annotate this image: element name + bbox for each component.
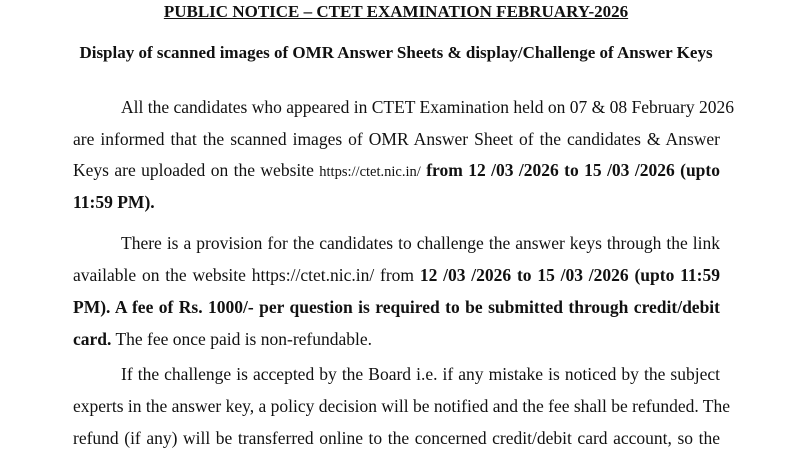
paragraph-2-line [73, 297, 720, 318]
text-segment: All the candidates who appeared in CTET Examination held on 07 & 08 February 2026 [121, 97, 735, 117]
paragraph-3-line [121, 364, 720, 385]
paragraph-2-line [73, 329, 720, 350]
text-segment: refund (if any) will be transferred online to the concerned credit/debit card account, so the [73, 428, 720, 448]
text-segment: are informed that the scanned images of OMR Answer Sheet of the candidates & Answer [73, 129, 720, 149]
text-segment: If the challenge is accepted by the Board i.e. if any mistake is noticed by the subject [121, 364, 720, 384]
text-segment: available on the website https://ctet.nic.in/ from [73, 265, 420, 285]
paragraph-2-line [121, 233, 720, 254]
notice-title: PUBLIC NOTICE – CTET EXAMINATION FEBRUARY-2026 [163, 2, 629, 21]
text-segment: from 12 /03 /2026 to 15 /03 /2026 (upto [420, 160, 720, 180]
notice-subtitle: Display of scanned images of OMR Answer Sheets & display/Challenge of Answer Keys [79, 43, 713, 62]
paragraph-1-line [121, 97, 735, 118]
paragraph-1-line [73, 160, 720, 181]
text-segment: 12 /03 /2026 to 15 /03 /2026 (upto 11:59 [419, 265, 720, 285]
paragraph-1-line [73, 129, 720, 150]
paragraph-1-line [73, 192, 720, 213]
website-link[interactable]: https://ctet.nic.in/ [319, 164, 421, 180]
text-segment: PM). A fee of Rs. 1000/- per question is required to be submitted through credit/debit [73, 297, 720, 317]
text-segment: card. [73, 329, 112, 349]
text-segment: There is a provision for the candidates to challenge the answer keys through the link [121, 233, 720, 253]
text-segment: The fee once paid is non-refundable. [111, 329, 373, 349]
text-segment: experts in the answer key, a policy decision will be notified and the fee shall be refunded. The [73, 396, 731, 416]
paragraph-3-line [73, 396, 731, 417]
paragraph-2-line [73, 265, 720, 286]
text-segment: 11:59 PM). [73, 192, 155, 212]
text-segment: Keys are uploaded on the website [73, 160, 320, 180]
